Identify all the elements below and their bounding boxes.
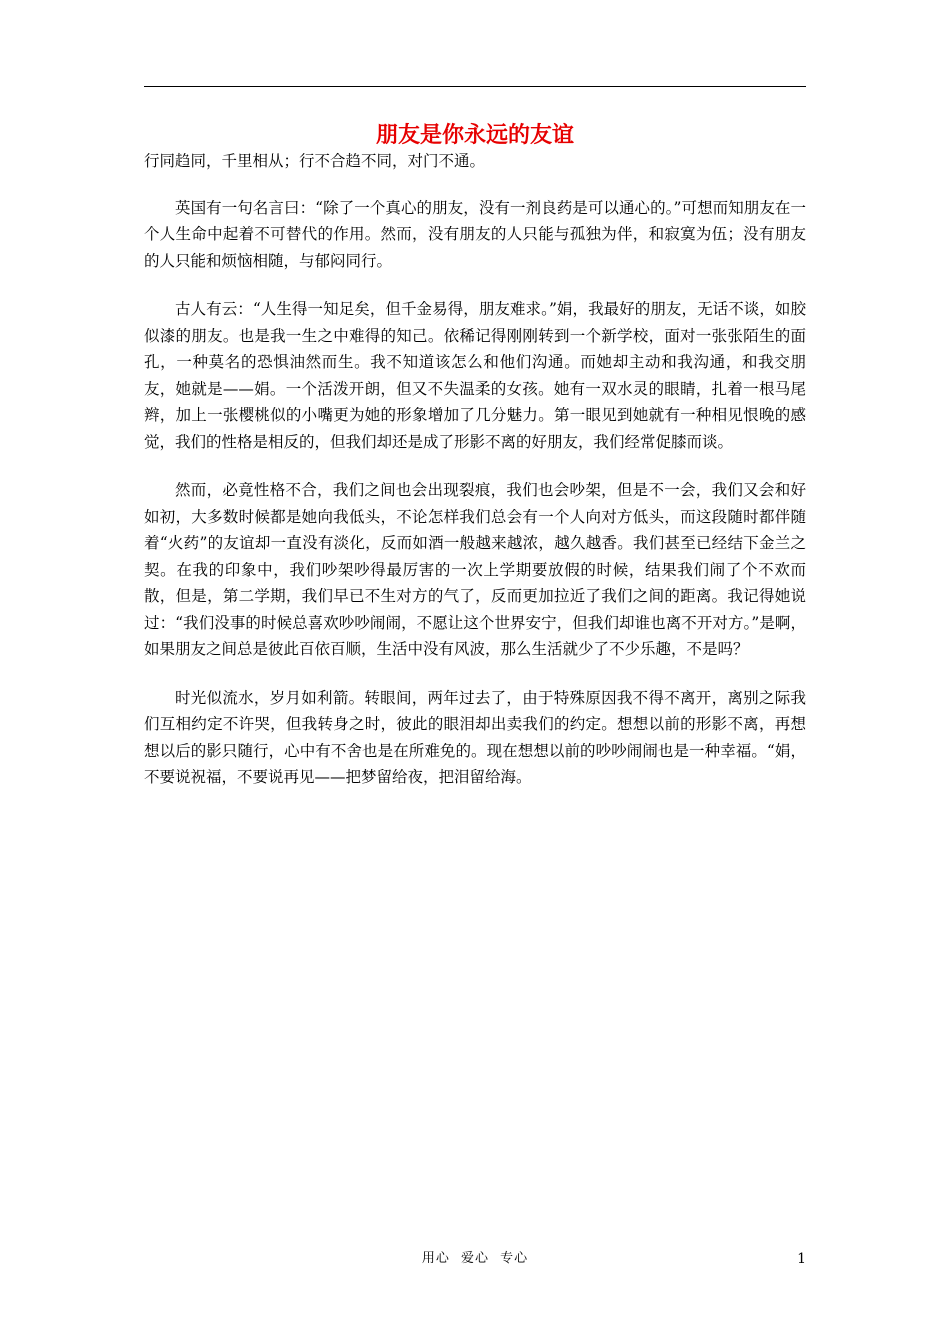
paragraph-5: 时光似流水，岁月如利箭。转眼间，两年过去了，由于特殊原因我不得不离开，离别之际我们互相约定不许哭，但我转身之时，彼此的眼泪却出卖我们的约定。想想以前的形影不离，再想想以后的影只随行，心中有不舍也是在所难免的。现在想想以前的吵吵闹闹也是一种幸福。“娟，不要说祝福，不要说再见——把梦留给夜，把泪留给海。	[144, 688, 806, 786]
paragraph-2: 英国有一句名言曰：“除了一个真心的朋友，没有一剂良药是可以通心的。”可想而知朋友在一个人生命中起着不可替代的作用。然而，没有朋友的人只能与孤独为伴，和寂寞为伍；没有朋友的人只能和烦恼相随，与郁闷同行。	[144, 198, 806, 270]
paragraph-4: 然而，必竟性格不合，我们之间也会出现裂痕，我们也会吵架，但是不一会，我们又会和好如初，大多数时候都是她向我低头，不论怎样我们总会有一个人向对方低头，而这段随时都伴随着“火药”的友谊却一直没有淡化，反而如酒一般越来越浓，越久越香。我们甚至已经结下金兰之契。在我的印象中，我们吵架吵得最厉害的一次上学期要放假的时候，结果我们闹了个不欢而散，但是，第二学期，我们早已不生对方的气了，反而更加拉近了我们之间的距离。我记得她说过：“我们没事的时候总喜欢吵吵闹闹，不愿让这个世界安宁，但我们却谁也离不开对方。”是啊，如果朋友之间总是彼此百依百顺，生活中没有风波，那么生活就少了不少乐趣，不是吗？	[144, 481, 806, 658]
header-rule	[144, 86, 806, 87]
paragraph-1: 行同趋同，千里相从；行不合趋不同，对门不通。	[144, 152, 486, 170]
paragraph-3: 古人有云：“人生得一知足矣，但千金易得，朋友难求。”娟，我最好的朋友，无话不谈，如胶似漆的朋友。也是我一生之中难得的知己。依稀记得刚刚转到一个新学校，面对一张张陌生的面孔，一种莫名的恐惧油然而生。我不知道该怎么和他们沟通。而她却主动和我沟通，和我交朋友，她就是——娟。一个活泼开朗，但又不失温柔的女孩。她有一双水灵的眼睛，扎着一根马尾辫，加上一张樱桃似的小嘴更为她的形象增加了几分魅力。第一眼见到她就有一种相见恨晚的感觉，我们的性格是相反的，但我们却还是成了形影不离的好朋友，我们经常促膝而谈。	[144, 300, 806, 451]
document-title: 朋友是你永远的友谊	[375, 122, 574, 148]
footer-slogan: 用心 爱心 专心	[421, 1251, 529, 1266]
document-body	[144, 148, 806, 813]
page-number: 1	[797, 1251, 806, 1267]
